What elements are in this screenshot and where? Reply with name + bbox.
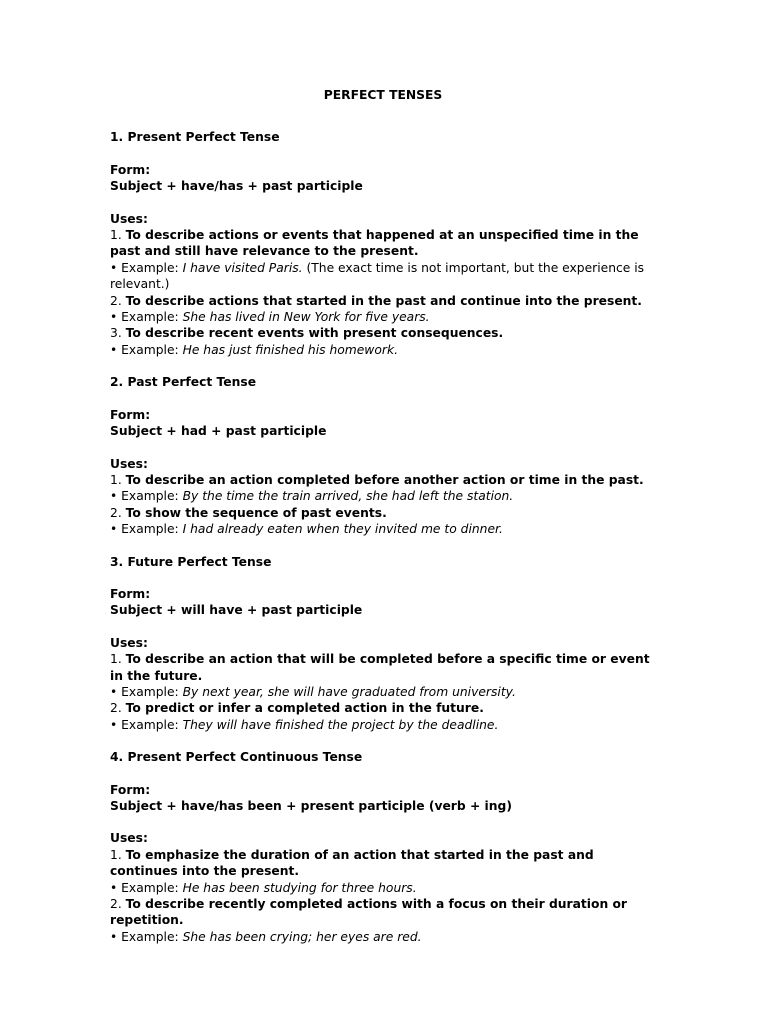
use-description: To describe recently completed actions with a focus on their duration or repetition.: [110, 897, 627, 928]
form-label: Form:: [110, 407, 151, 422]
tense-section: [110, 374, 650, 537]
example-prefix: • Example:: [110, 260, 179, 275]
form-label: Form:: [110, 162, 151, 177]
example-sentence: She has been crying; her eyes are red.: [182, 929, 422, 944]
use-number: 3.: [110, 326, 122, 341]
example-item: [110, 488, 650, 504]
form-label: Form:: [110, 586, 151, 601]
uses-label: Uses:: [110, 211, 148, 226]
use-number: 1.: [110, 472, 122, 487]
example-sentence: She has lived in New York for five years.: [182, 310, 430, 325]
use-item: [110, 896, 650, 929]
example-prefix: • Example:: [110, 717, 179, 732]
use-number: 2.: [110, 701, 122, 716]
use-number: 2.: [110, 505, 122, 520]
tense-section: [110, 554, 650, 734]
form-formula: Subject + had + past participle: [110, 424, 327, 439]
document-title: PERFECT TENSES: [323, 88, 443, 102]
tense-section: [110, 749, 650, 945]
example-sentence: He has been studying for three hours.: [182, 880, 417, 895]
use-item: [110, 847, 650, 880]
example-item: [110, 521, 650, 537]
example-sentence: I had already eaten when they invited me to dinner.: [182, 522, 503, 537]
use-description: To describe recent events with present consequences.: [125, 326, 504, 341]
example-prefix: • Example:: [110, 310, 179, 325]
example-item: [110, 309, 650, 325]
example-sentence: He has just finished his homework.: [182, 342, 398, 357]
use-number: 1.: [110, 228, 122, 243]
tense-section: [110, 129, 650, 358]
example-sentence: I have visited Paris.: [182, 260, 303, 275]
use-item: [110, 293, 650, 309]
document-page: [110, 87, 650, 961]
use-description: To describe actions or events that happened at an unspecified time in the past and still have relevance to the present.: [110, 228, 639, 259]
example-prefix: • Example:: [110, 489, 179, 504]
section-heading: 4. Present Perfect Continuous Tense: [110, 750, 363, 765]
section-heading: 3. Future Perfect Tense: [110, 554, 272, 569]
example-item: [110, 929, 650, 945]
use-description: To describe an action completed before another action or time in the past.: [125, 472, 644, 487]
use-item: [110, 505, 650, 521]
example-item: [110, 717, 650, 733]
example-item: [110, 684, 650, 700]
example-prefix: • Example:: [110, 522, 179, 537]
use-description: To show the sequence of past events.: [125, 505, 387, 520]
use-number: 1.: [110, 847, 122, 862]
example-item: [110, 260, 650, 293]
section-heading: 2. Past Perfect Tense: [110, 375, 257, 390]
use-number: 1.: [110, 652, 122, 667]
sections-container: [110, 129, 650, 945]
example-item: [110, 342, 650, 358]
use-description: To predict or infer a completed action in the future.: [125, 701, 484, 716]
use-description: To emphasize the duration of an action that started in the past and continues into the present.: [110, 847, 594, 879]
example-note: (The exact time is not important, but the experience is relevant.): [110, 260, 645, 292]
section-heading: 1. Present Perfect Tense: [110, 130, 280, 145]
form-formula: Subject + will have + past participle: [110, 603, 363, 618]
form-label: Form:: [110, 782, 151, 797]
example-item: [110, 880, 650, 896]
use-item: [110, 472, 650, 488]
uses-label: Uses:: [110, 456, 148, 471]
use-item: [110, 700, 650, 716]
example-prefix: • Example:: [110, 342, 179, 357]
use-item: [110, 651, 650, 684]
uses-label: Uses:: [110, 635, 148, 650]
example-sentence: They will have finished the project by the deadline.: [182, 717, 499, 732]
use-item: [110, 227, 650, 260]
use-item: [110, 325, 650, 341]
example-prefix: • Example:: [110, 684, 179, 699]
use-number: 2.: [110, 293, 122, 308]
use-number: 2.: [110, 897, 122, 912]
example-prefix: • Example:: [110, 880, 179, 895]
example-sentence: By next year, she will have graduated from university.: [182, 684, 516, 699]
use-description: To describe actions that started in the past and continue into the present.: [125, 293, 642, 308]
form-formula: Subject + have/has + past participle: [110, 179, 363, 194]
use-description: To describe an action that will be completed before a specific time or event in the future.: [110, 652, 650, 683]
example-prefix: • Example:: [110, 929, 179, 944]
uses-label: Uses:: [110, 831, 148, 846]
example-sentence: By the time the train arrived, she had left the station.: [182, 489, 514, 504]
form-formula: Subject + have/has been + present participle (verb + ing): [110, 799, 512, 813]
